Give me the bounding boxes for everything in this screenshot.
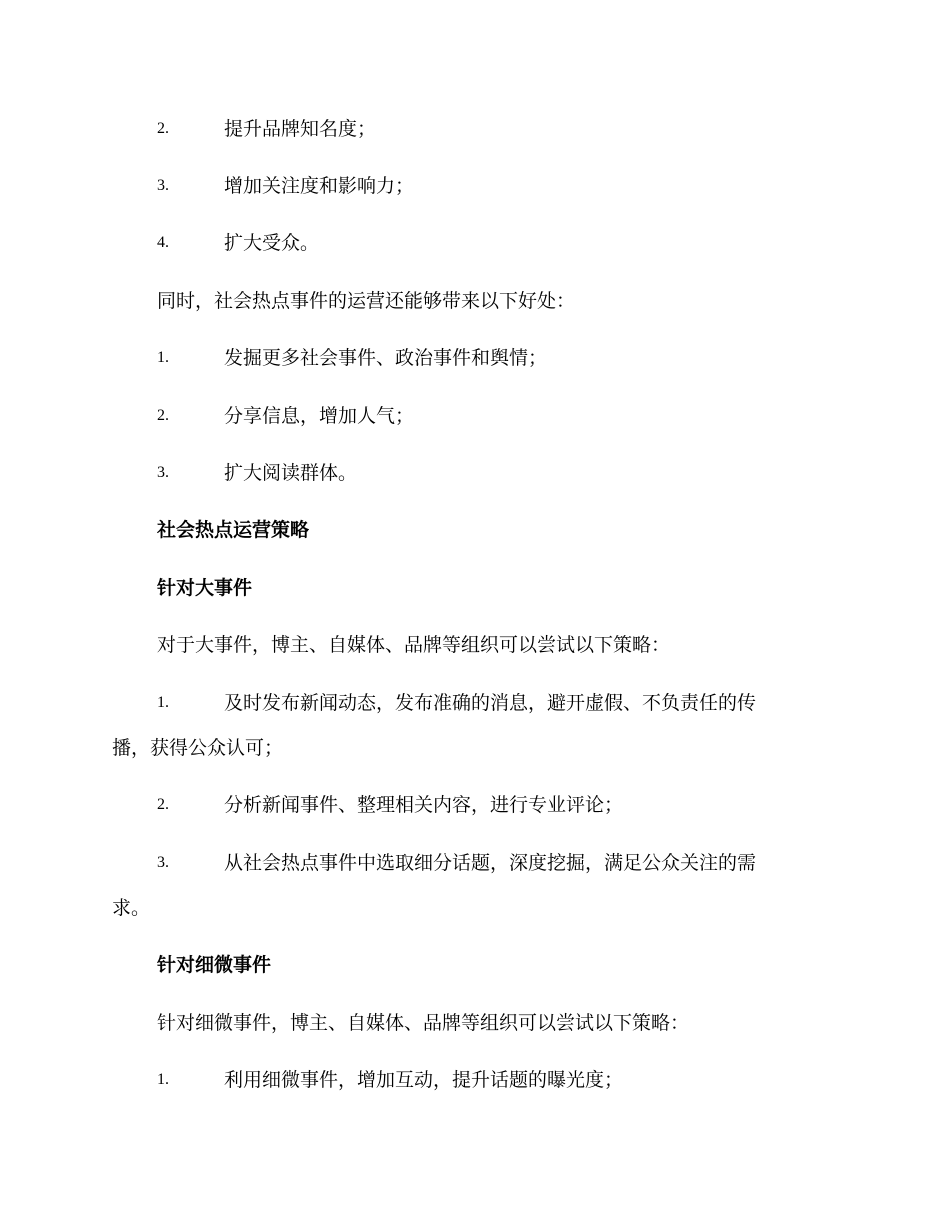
list-item-continuation: 求。 xyxy=(112,897,151,919)
subsection-heading: 针对细微事件 xyxy=(157,954,272,976)
list-item-text: 及时发布新闻动态，发布准确的消息，避开虚假、不负责任的传 xyxy=(224,692,757,714)
list-item-number: 1. xyxy=(157,349,169,366)
list-item-text: 发掘更多社会事件、政治事件和舆情； xyxy=(224,347,548,369)
list-item-number: 3. xyxy=(157,464,169,481)
list-item-text: 增加关注度和影响力； xyxy=(224,175,415,197)
paragraph: 对于大事件，博主、自媒体、品牌等组织可以尝试以下策略： xyxy=(157,634,671,656)
list-item-number: 3. xyxy=(157,854,169,871)
list-item-text: 分析新闻事件、整理相关内容，进行专业评论； xyxy=(224,794,624,816)
list-item-text: 扩大阅读群体。 xyxy=(224,462,358,484)
list-item-text: 利用细微事件，增加互动，提升话题的曝光度； xyxy=(224,1069,624,1091)
paragraph: 同时，社会热点事件的运营还能够带来以下好处： xyxy=(157,290,576,312)
list-item-number: 1. xyxy=(157,1071,169,1088)
list-item-number: 2. xyxy=(157,407,169,424)
list-item-text: 提升品牌知名度； xyxy=(224,118,377,140)
list-item-continuation: 播，获得公众认可； xyxy=(112,737,284,759)
paragraph: 针对细微事件，博主、自媒体、品牌等组织可以尝试以下策略： xyxy=(157,1012,690,1034)
list-item-number: 4. xyxy=(157,234,169,251)
list-item-number: 3. xyxy=(157,177,169,194)
section-heading: 社会热点运营策略 xyxy=(157,519,310,541)
list-item-text: 扩大受众。 xyxy=(224,232,320,254)
list-item-number: 2. xyxy=(157,120,169,137)
subsection-heading: 针对大事件 xyxy=(157,577,253,599)
list-item-text: 从社会热点事件中选取细分话题，深度挖掘，满足公众关注的需 xyxy=(224,852,757,874)
list-item-number: 1. xyxy=(157,694,169,711)
list-item-number: 2. xyxy=(157,796,169,813)
list-item-text: 分享信息，增加人气； xyxy=(224,405,415,427)
